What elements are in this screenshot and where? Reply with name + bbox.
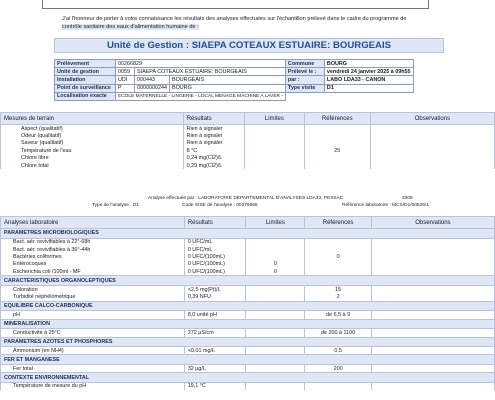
parameter-result: 272 µS/cm <box>184 329 245 337</box>
parameter-observation <box>371 329 494 337</box>
parameter-limit <box>246 253 305 260</box>
parameter-observation <box>370 125 494 133</box>
parameter-result: 0,24 mg(Cl2)/L <box>183 155 245 162</box>
parameter-reference <box>305 238 371 246</box>
parameter-observation <box>371 347 494 355</box>
parameter-reference: 15 <box>305 285 371 293</box>
terrain-header-references: Références <box>304 113 370 125</box>
unite-code: 0059 <box>116 68 135 76</box>
parameter-result: 8 °C <box>183 147 245 154</box>
parameter-observation <box>371 311 494 319</box>
lab-header-title: Analyses laboratoire <box>1 217 185 229</box>
parameter-result: 0 UFC/(100mL) <box>184 268 245 276</box>
parameter-observation <box>370 155 494 162</box>
commune-value: BOURG <box>324 60 413 68</box>
table-row <box>1 162 495 169</box>
parameter-name: Conductivité à 25°C <box>1 329 185 337</box>
type-visite-value: D1 <box>324 84 413 92</box>
section-header <box>1 337 495 347</box>
terrain-header-results: Résultats <box>183 113 245 125</box>
table-row <box>1 364 495 372</box>
table-row <box>1 147 495 154</box>
terrain-header-limits: Limites <box>245 113 305 125</box>
parameter-observation <box>370 162 494 169</box>
parameter-reference: 25 <box>304 147 370 154</box>
parameter-name: Bact. aér. revivifiables à 22°-68h <box>1 238 185 246</box>
analysis-lab-code: 3306 <box>402 196 413 201</box>
table-row <box>1 329 495 337</box>
top-frame-edge <box>42 0 429 9</box>
section-title: CARACTERISTIQUES ORGANOLEPTIQUES <box>1 276 495 286</box>
parameter-result: 0 UFC/mL <box>184 238 245 246</box>
installation-label: Installation <box>55 76 116 84</box>
parameter-name: Saveur (qualitatif) <box>1 140 184 147</box>
parameter-reference <box>305 246 371 253</box>
parameter-limit <box>246 329 305 337</box>
section-title: EQUILIBRE CALCO-CARBONIQUE <box>1 301 495 311</box>
section-header <box>1 229 495 239</box>
parameter-name: pH <box>1 311 185 319</box>
parameter-reference <box>304 125 370 133</box>
type-visite-label: Type visite <box>285 84 324 92</box>
parameter-reference <box>305 382 371 390</box>
sample-info-table <box>54 59 414 101</box>
parameter-result: Rien à signaler <box>183 140 245 147</box>
analysis-sise-code: Code SISE de l'analyse : 00276066 <box>182 203 258 208</box>
parameter-name: Ammonium (en NH4) <box>1 347 185 355</box>
table-row <box>1 140 495 147</box>
installation-value: BOURGEAIS <box>170 76 286 84</box>
parameter-limit <box>246 246 305 253</box>
localisation-value: ECOLE MATERNELLE - LINGERIE - LOCAL MENAGE MACHINE A LAVER - <box>116 92 286 100</box>
parameter-observation <box>371 253 494 260</box>
parameter-reference <box>304 155 370 162</box>
parameter-result: 0 UFC/(100mL) <box>184 261 245 268</box>
parameter-observation <box>370 147 494 154</box>
analysis-lab-reference: Référence laboratoire : MCS/D1/00525/1 <box>342 203 429 208</box>
lab-header-observations: Observations <box>371 217 494 229</box>
parameter-limit <box>245 147 305 154</box>
parameter-limit: 0 <box>246 261 305 268</box>
parameter-name: Turbidité néphélométrique <box>1 293 185 301</box>
section-header <box>1 319 495 329</box>
point-label: Point de surveillance <box>55 84 116 92</box>
unite-label: Unité de gestion <box>55 68 116 76</box>
parameter-observation <box>371 293 494 301</box>
parameter-observation <box>371 364 494 372</box>
parameter-observation <box>370 132 494 139</box>
parameter-name: Fer total <box>1 364 185 372</box>
table-row <box>1 382 495 390</box>
parameter-observation <box>371 261 494 268</box>
unite-value: SIAEPA COTEAUX ESTUAIRE: BOURGEAIS <box>135 68 286 76</box>
table-row <box>1 253 495 260</box>
section-header <box>1 373 495 383</box>
terrain-header-observations: Observations <box>370 113 494 125</box>
parameter-name: Température de l'eau <box>1 147 184 154</box>
parameter-result: <0,01 mg/L <box>184 347 245 355</box>
terrain-header-title: Mesures de terrain <box>1 113 184 125</box>
parameter-limit <box>246 285 305 293</box>
parameter-result: Rien à signaler <box>183 125 245 133</box>
lab-header-limits: Limites <box>246 217 305 229</box>
parameter-name: Bact. aér. revivifiables à 36°-44h <box>1 246 185 253</box>
parameter-reference: 2 <box>305 293 371 301</box>
parameter-name: Coloration <box>1 285 185 293</box>
parameter-limit <box>246 238 305 246</box>
parameter-observation <box>371 382 494 390</box>
table-row <box>1 293 495 301</box>
table-row <box>1 347 495 355</box>
table-row <box>1 261 495 268</box>
parameter-reference: de 200 à 1100 <box>305 329 371 337</box>
parameter-limit <box>246 311 305 319</box>
parameter-limit <box>246 347 305 355</box>
parameter-result: Rien à signaler <box>183 132 245 139</box>
parameter-observation <box>371 268 494 276</box>
parameter-reference <box>304 162 370 169</box>
table-row <box>1 246 495 253</box>
par-value: LABO LDA33 - CANON <box>324 76 413 84</box>
parameter-reference: de 6,5 à 9 <box>305 311 371 319</box>
section-title: FER ET MANGANESE <box>1 355 495 365</box>
terrain-header-row <box>1 113 495 125</box>
field-measurements-table <box>0 112 495 169</box>
table-row <box>1 132 495 139</box>
unit-title: Unité de Gestion : SIAEPA COTEAUX ESTUAIRE: BOURGEAIS <box>54 38 444 53</box>
intro-text <box>62 16 462 31</box>
intro-line-2: contrôle sanitaire des eaux d'alimentation humaine de : <box>62 23 199 30</box>
preleve-label: Prélevé le : <box>285 68 324 76</box>
parameter-result: 0 UFC/mL <box>184 246 245 253</box>
parameter-observation <box>371 285 494 293</box>
parameter-limit <box>245 162 305 169</box>
table-row <box>1 125 495 133</box>
point-value: BOURG <box>170 84 286 92</box>
parameter-name: Chlore libre <box>1 155 184 162</box>
parameter-name: Odeur (qualitatif) <box>1 132 184 139</box>
parameter-limit <box>245 140 305 147</box>
parameter-name: Température de mesure du pH <box>1 382 185 390</box>
preleve-value: vendredi 24 janvier 2025 à 09h55 <box>324 68 413 76</box>
parameter-name: Bactéries coliformes <box>1 253 185 260</box>
lab-header-results: Résultats <box>184 217 245 229</box>
parameter-name: Entérocoques <box>1 261 185 268</box>
parameter-result: 32 µg/L <box>184 364 245 372</box>
parameter-reference: 0 <box>305 253 371 260</box>
analysis-type: Type de l'analyse : D1 <box>92 203 140 208</box>
parameter-limit <box>246 382 305 390</box>
parameter-name: Chlore total <box>1 162 184 169</box>
parameter-result: 0 UFC/(100mL) <box>184 253 245 260</box>
prelevement-label: Prélèvement <box>55 60 116 68</box>
section-header <box>1 301 495 311</box>
parameter-result: 8,0 unité pH <box>184 311 245 319</box>
parameter-limit <box>245 155 305 162</box>
parameter-observation <box>371 246 494 253</box>
parameter-limit <box>246 364 305 372</box>
prelevement-value: 00266829 <box>116 60 286 68</box>
parameter-reference: 0,5 <box>305 347 371 355</box>
parameter-limit: 0 <box>246 268 305 276</box>
parameter-result: 0,29 mg(Cl2)/L <box>183 162 245 169</box>
table-row <box>1 311 495 319</box>
lab-header-references: Références <box>305 217 371 229</box>
section-title: CONTEXTE ENVIRONNEMENTAL <box>1 373 495 383</box>
parameter-limit <box>245 132 305 139</box>
parameter-result: 0,39 NFU <box>184 293 245 301</box>
parameter-name: Escherichia coli /100ml - MF <box>1 268 185 276</box>
installation-code: 000443 <box>135 76 170 84</box>
analysis-performed-by: Analyse effectuée par : LABORATOIRE DEPARTEMENTAL D'ANALYSES LDA33, PESSAC <box>148 196 344 201</box>
section-header <box>1 276 495 286</box>
table-row <box>1 268 495 276</box>
lab-analyses-table <box>0 216 495 390</box>
point-code: 0000000244 <box>135 84 170 92</box>
parameter-reference <box>305 261 371 268</box>
localisation-label: Localisation exacte <box>55 92 116 100</box>
parameter-observation <box>371 238 494 246</box>
parameter-limit <box>246 293 305 301</box>
parameter-limit <box>245 125 305 133</box>
parameter-observation <box>370 140 494 147</box>
lab-header-row <box>1 217 495 229</box>
section-title: PARAMETRES AZOTES ET PHOSPHORES <box>1 337 495 347</box>
parameter-reference: 200 <box>305 364 371 372</box>
section-header <box>1 355 495 365</box>
parameter-reference <box>304 132 370 139</box>
intro-line-1: J'ai l'honneur de porter à votre connaissance les résultats des analyses effectuées sur l'échantillon prélevé dans le cadre du programme de <box>62 16 407 22</box>
commune-label: Commune <box>285 60 324 68</box>
parameter-name: Aspect (qualitatif) <box>1 125 184 133</box>
section-title: MINERALISATION <box>1 319 495 329</box>
parameter-reference <box>304 140 370 147</box>
section-title: PARAMETRES MICROBIOLOGIQUES <box>1 229 495 239</box>
table-row <box>1 238 495 246</box>
table-row <box>1 285 495 293</box>
point-type: P <box>116 84 135 92</box>
table-row <box>1 155 495 162</box>
par-label: par : <box>285 76 324 84</box>
parameter-reference <box>305 268 371 276</box>
parameter-result: <2,5 mg(Pt)/L <box>184 285 245 293</box>
parameter-result: 19,1 °C <box>184 382 245 390</box>
installation-type: UDI <box>116 76 135 84</box>
